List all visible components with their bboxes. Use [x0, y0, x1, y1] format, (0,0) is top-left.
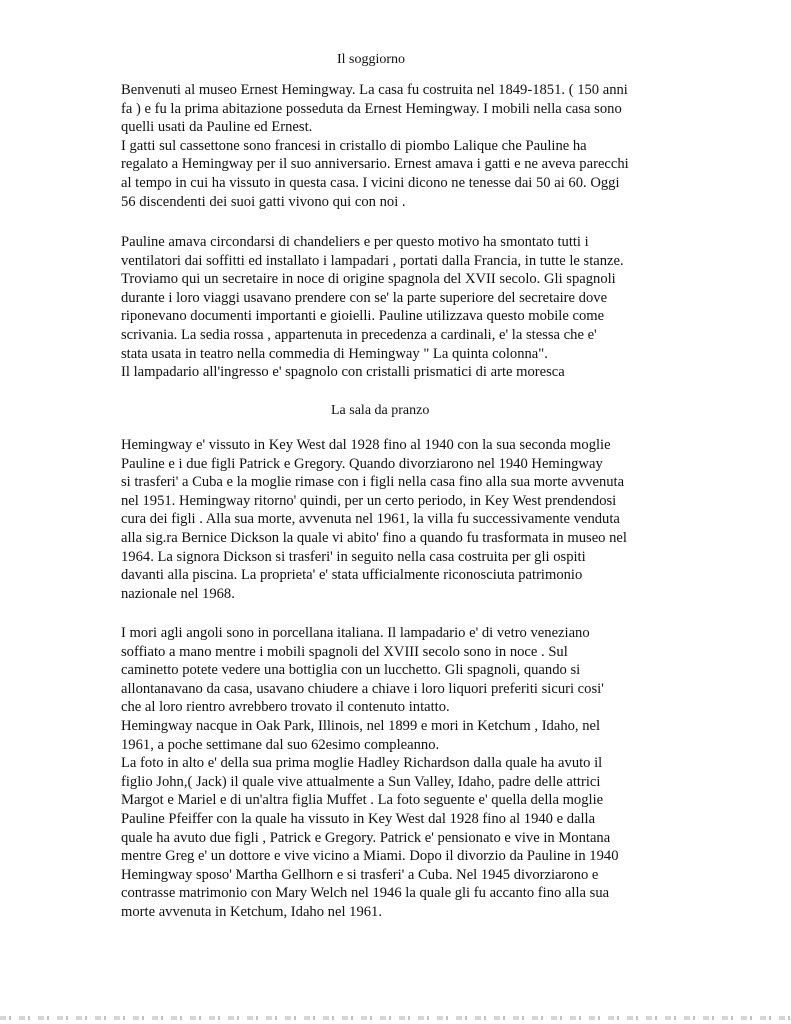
text-line: regalato a Hemingway per il suo anniversario. Ernest amava i gatti e ne aveva parecchi — [121, 156, 629, 173]
text-line: scrivania. La sedia rossa , appartenuta in precedenza a cardinali, e' la stessa che e' — [121, 326, 597, 343]
text-line: Pauline Pfeiffer con la quale ha vissuto in Key West dal 1928 fino al 1940 e dalla — [121, 810, 596, 827]
text-line: figlio John,( Jack) il quale vive attualmente a Sun Valley, Idaho, padre delle attrici — [121, 773, 601, 790]
text-line: che al loro rientro avrebbero trovato il contenuto intatto. — [121, 699, 450, 716]
text-line: Il lampadario all'ingresso e' spagnolo con cristalli prismatici di arte moresca — [121, 364, 565, 381]
paragraph-pranzo-furnishings — [121, 624, 681, 922]
text-line: nazionale nel 1968. — [121, 585, 235, 602]
text-line: Benvenuti al museo Ernest Hemingway. La casa fu costruita nel 1849-1851. ( 150 anni — [121, 82, 628, 98]
text-line: mentre Greg e' un dottore e vive vicino a Miami. Dopo il divorzio da Pauline in 1940 — [121, 848, 619, 865]
text-line: nel 1951. Hemingway ritorno' quindi, per un certo periodo, in Key West prendendosi — [121, 492, 617, 509]
text-line: 1961, a poche settimane dal suo 62esimo compleanno. — [121, 736, 440, 753]
section-heading-soggiorno: Il soggiorno — [337, 52, 406, 67]
text-line: cura dei figli . Alla sua morte, avvenuta nel 1961, la villa fu successivamente venduta — [121, 511, 620, 528]
paragraph-soggiorno-intro — [121, 81, 681, 211]
text-line: si trasferi' a Cuba e la moglie rimase con i figli nella casa fino alla sua morte avvenuta — [121, 474, 625, 491]
text-line: 56 discendenti dei suoi gatti vivono qui con noi . — [121, 193, 406, 210]
text-line: morte avvenuta in Ketchum, Idaho nel 1961. — [121, 903, 382, 920]
text-line: davanti alla piscina. La proprieta' e' stata ufficialmente riconosciuta patrimonio — [121, 567, 583, 584]
paragraph-soggiorno-chandeliers — [121, 233, 681, 382]
text-line: alla sig.ra Bernice Dickson la quale vi abito' fino a quando fu trasformata in museo nel — [121, 529, 627, 546]
text-line: Pauline amava circondarsi di chandeliers e per questo motivo ha smontato tutti i — [121, 234, 589, 250]
text-line: soffiato a mano mentre i mobili spagnoli del XVIII secolo sono in noce . Sul — [121, 643, 568, 660]
section-heading-sala-da-pranzo: La sala da pranzo — [331, 403, 430, 418]
text-line: contrasse matrimonio con Mary Welch nel 1946 la quale gli fu accanto fino alla sua — [121, 885, 610, 902]
text-line: Troviamo qui un secretaire in noce di origine spagnola del XVII secolo. Gli spagnoli — [121, 271, 616, 288]
text-line: Margot e Mariel e di un'altra figlia Muffet . La foto seguente e' quella della moglie — [121, 792, 604, 809]
text-line: quale ha avuto due figli , Patrick e Gregory. Patrick e' pensionato e vive in Montana — [121, 829, 611, 846]
text-line: I mori agli angoli sono in porcellana italiana. Il lampadario e' di vetro veneziano — [121, 625, 590, 641]
text-line: Hemingway nacque in Oak Park, Illinois, nel 1899 e mori in Ketchum , Idaho, nel — [121, 717, 601, 734]
text-line: durante i loro viaggi usavano prendere con se' la parte superiore del secretaire dove — [121, 289, 608, 306]
text-line: I gatti sul cassettone sono francesi in cristallo di piombo Lalique che Pauline ha — [121, 137, 587, 154]
text-line: allontanavano da casa, usavano chiudere a chiave i loro liquori preferiti sicuri cosi' — [121, 680, 604, 697]
text-line: stata usata in teatro nella commedia di Hemingway " La quinta colonna". — [121, 345, 548, 362]
text-line: caminetto potete vedere una bottiglia con un lucchetto. Gli spagnoli, quando si — [121, 662, 581, 679]
text-line: Pauline e i due figli Patrick e Gregory. Quando divorziarono nel 1940 Hemingway — [121, 455, 603, 472]
scan-edge-noise — [0, 1016, 791, 1020]
text-line: quelli usati da Pauline ed Ernest. — [121, 119, 313, 136]
text-line: fa ) e fu la prima abitazione posseduta da Ernest Hemingway. I mobili nella casa sono — [121, 100, 622, 117]
text-line: Hemingway sposo' Martha Gellhorn e si trasferi' a Cuba. Nel 1945 divorziarono e — [121, 866, 599, 883]
text-line: 1964. La signora Dickson si trasferi' in seguito nella casa costruita per gli ospiti — [121, 548, 586, 565]
paragraph-pranzo-history — [121, 436, 681, 603]
text-line: La foto in alto e' della sua prima moglie Hadley Richardson dalla quale ha avuto il — [121, 755, 603, 772]
text-line: Hemingway e' vissuto in Key West dal 1928 fino al 1940 con la sua seconda moglie — [121, 437, 611, 453]
text-line: al tempo in cui ha vissuto in questa casa. I vicini dicono ne tenesse dai 50 ai 60. Oggi — [121, 174, 620, 191]
text-line: riponevano documenti importanti e gioielli. Pauline utilizzava questo mobile come — [121, 308, 605, 325]
text-line: ventilatori dai soffitti ed installato i lampadari , portati dalla Francia, in tutte le stanze. — [121, 252, 624, 269]
